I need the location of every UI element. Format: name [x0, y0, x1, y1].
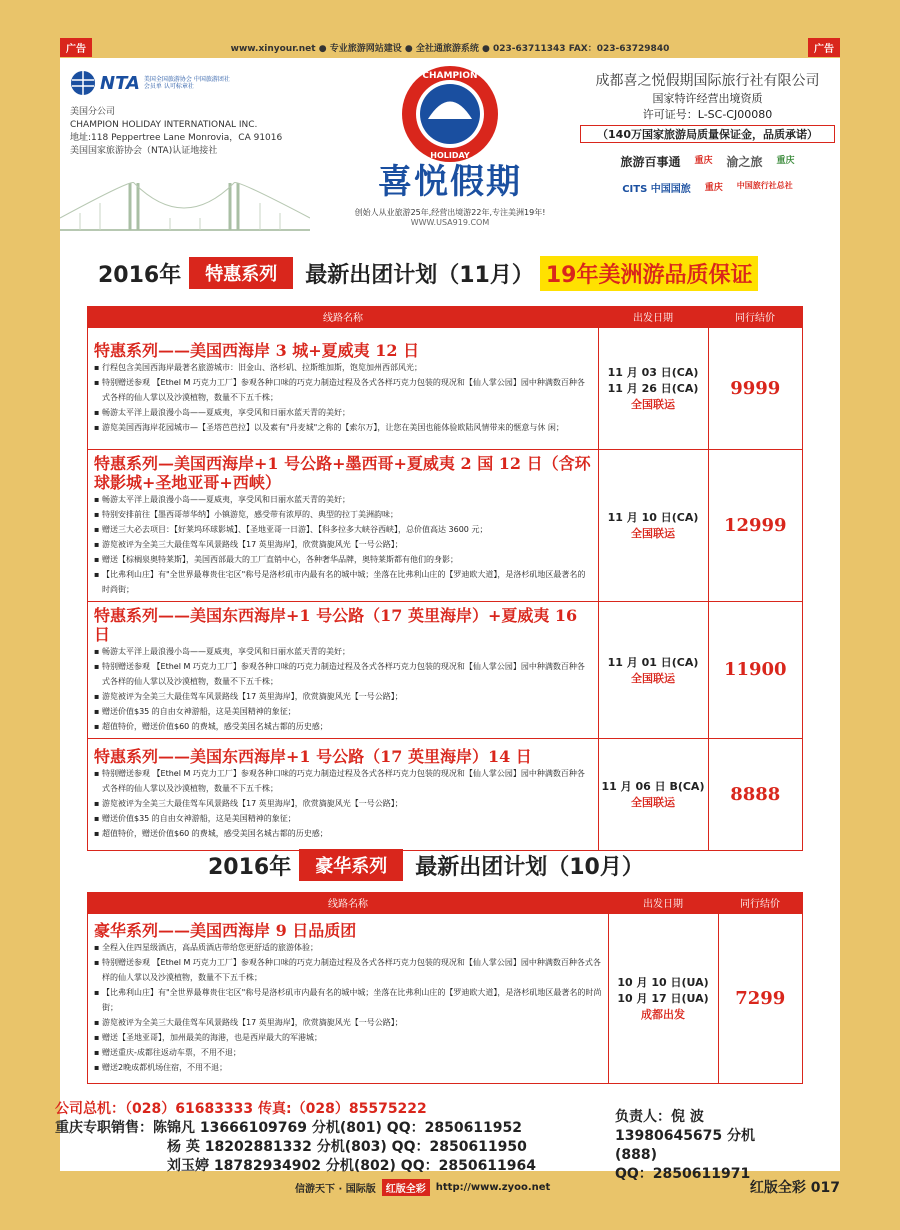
partner-logo: 渝之旅 — [726, 155, 763, 169]
route-item: ▪ 赠送【圣地亚哥】，加州最美的海港，也是西岸最大的军港城； — [94, 1030, 602, 1045]
departure-date: 11 月 06 日 B(CA) — [601, 780, 705, 794]
departure-note: 成都出发 — [641, 1008, 685, 1022]
ad-tag-left: 广告 — [60, 38, 92, 57]
footer-contact — [55, 1100, 775, 1182]
nta-assoc-4: 认可标章社 — [163, 83, 194, 90]
col-date: 出发日期 — [598, 307, 708, 327]
company-license: 许可证号：L-SC-CJ00080 — [642, 108, 773, 121]
champion-holiday-logo — [400, 64, 500, 164]
bottom-slogan: 信游天下 · 国际版 — [295, 1183, 376, 1195]
bottom-bar — [60, 1176, 840, 1198]
sales-line: 重庆专职销售：陈锦凡 13666109769 分机(801) QQ：2850611952 — [55, 1120, 523, 1136]
route-item: ▪ 游览美国西海岸花园城市—【圣塔芭芭拉】以及素有"丹麦城"之称的【索尔万】，让您在美国也能体验欧陆风情带来的惬意与休 闲； — [94, 420, 592, 435]
price: 7299 — [718, 913, 802, 1083]
partner-logo: 重庆 — [704, 183, 723, 193]
route-item: ▪ 【比弗利山庄】有"全世界最尊贵住宅区"称号是洛杉矶市内最有名的城中城；坐落在比弗利山庄的【罗迪欧大道】，是洛杉矶地区最著名的时尚街； — [94, 567, 592, 597]
route-item: ▪ 畅游太平洋上最浪漫小岛——夏威夷，享受风和日丽水蓝天青的美好； — [94, 405, 592, 420]
departure-date: 10 月 17 日(UA) — [617, 992, 709, 1006]
route-item: ▪ 游览被评为全美三大最佳驾车风景路线【17 英里海岸】，欣赏旖旎风光【一号公路】； — [94, 689, 592, 704]
col-route: 线路名称 — [88, 893, 608, 913]
route-item: ▪ 特别赠送参观 【Ethel M 巧克力工厂】参观各种口味的巧克力制造过程及各式各样巧克力包装的现况和【仙人掌公园】园中种满数百种各式各样的仙人掌以及沙漠植物，数量不下五千株； — [94, 766, 592, 796]
route-item: ▪ 赠送重庆-成都往返动车票，不用不退； — [94, 1045, 602, 1060]
route-item: ▪ 赠送三大必去项目：【好莱坞环球影城】、【圣地亚哥一日游】、【科多拉多大峡谷西峡】，总价值高达 3600 元； — [94, 522, 592, 537]
route-table-1 — [87, 306, 803, 851]
nta-line: CHAMPION HOLIDAY INTERNATIONAL INC. — [70, 120, 258, 130]
price: 12999 — [708, 449, 802, 601]
section-year: 2016年 — [208, 854, 292, 880]
price: 8888 — [708, 738, 802, 850]
route-item: ▪ 超值特价，赠送价值$60 的费城，感受美国名城古都的历史感； — [94, 826, 592, 841]
route-item: ▪ 特别安排前往【墨西哥蒂华纳】小镇游览，感受带有浓厚的、典型的拉丁美洲韵味； — [94, 507, 592, 522]
col-price: 同行结价 — [708, 307, 802, 327]
route-title: 特惠系列——美国西海岸 3 城+夏威夷 12 日 — [94, 341, 420, 360]
nta-line: 美国分公司 — [70, 107, 116, 117]
nta-block — [70, 70, 310, 158]
bottom-url[interactable]: http://www.zyoo.net — [435, 1181, 551, 1193]
partner-logo: 重庆 — [776, 156, 795, 166]
route-title: 特惠系列——美国东西海岸+1 号公路（17 英里海岸）+夏威夷 16 日 — [94, 605, 578, 644]
partner-logo: CITS 中国国旅 — [622, 184, 691, 195]
section-header-1 — [98, 250, 758, 296]
route-item: ▪ 【比弗利山庄】有"全世界最尊贵住宅区"称号是洛杉矶市内最有名的城中城；坐落在比弗利山庄的【罗迪欧大道】，是洛杉矶地区最著名的时尚街； — [94, 985, 602, 1015]
company-guarantee: （140万国家旅游局质量保证金，品质承诺） — [580, 125, 835, 143]
company-phone: 公司总机：（028）61683333 传真:（028）85575222 — [55, 1101, 427, 1117]
route-item: ▪ 超值特价，赠送价值$60 的费城，感受美国名城古都的历史感； — [94, 719, 592, 734]
partner-logos — [580, 151, 835, 197]
golden-gate-bridge-image — [60, 178, 310, 238]
table-row[interactable] — [88, 601, 802, 738]
brand-title: 喜悦假期 — [378, 162, 522, 202]
circle-top-text: CHAMPION — [422, 71, 478, 81]
sales-line: 刘玉婷 18782934902 分机(802) QQ：2850611964 — [167, 1158, 537, 1174]
departure-date: 11 月 03 日(CA) — [607, 366, 699, 379]
series-ribbon: 特惠系列 — [189, 257, 293, 289]
route-table-2 — [87, 892, 803, 1084]
ad-bar — [60, 36, 840, 58]
route-item: ▪ 畅游太平洋上最浪漫小岛——夏威夷，享受风和日丽水蓝天青的美好； — [94, 492, 592, 507]
table-row[interactable] — [88, 327, 802, 449]
route-title: 特惠系列—美国西海岸+1 号公路+墨西哥+夏威夷 2 国 12 日（含环球影城+圣地亚哥+西峡） — [94, 453, 591, 492]
company-block — [580, 70, 835, 197]
route-item: ▪ 全程入住四星级酒店，高品质酒店带给您更舒适的旅游体验； — [94, 940, 602, 955]
route-item: ▪ 游览被评为全美三大最佳驾车风景路线【17 英里海岸】，欣赏旖旎风光【一号公路】； — [94, 537, 592, 552]
promo-badge: 19年美洲游品质保证 — [540, 256, 759, 291]
route-item: ▪ 行程包含美国西海岸最著名旅游城市：旧金山、洛杉矶、拉斯维加斯，饱览加州西部风光； — [94, 360, 592, 375]
company-name: 成都喜之悦假期国际旅行社有限公司 — [595, 73, 820, 89]
route-item: ▪ 赠送2晚成都机场住宿，不用不退； — [94, 1060, 602, 1075]
partner-logo: 重庆 — [694, 156, 713, 166]
globe-icon — [70, 70, 96, 96]
route-item: ▪ 游览被评为全美三大最佳驾车风景路线【17 英里海岸】，欣赏旖旎风光【一号公路】； — [94, 1015, 602, 1030]
section-year: 2016年 — [98, 262, 182, 288]
brand-slogan: 创始人从业旅游25年,经营出境游22年,专注美洲19年! — [354, 208, 546, 217]
page-number: 红版全彩 017 — [749, 1180, 840, 1196]
series-ribbon: 豪华系列 — [299, 849, 403, 881]
partner-logo: 旅游百事通 — [620, 155, 681, 169]
departure-note: 全国联运 — [631, 527, 675, 540]
circle-bottom-text: HOLIDAY — [430, 151, 470, 160]
page — [60, 58, 840, 1171]
sales-line: 杨 英 18202881332 分机(803) QQ：2850611950 — [167, 1139, 527, 1155]
brand-block — [350, 58, 550, 227]
departure-date: 10 月 10 日(UA) — [617, 976, 709, 990]
price: 11900 — [708, 601, 802, 738]
table-row[interactable] — [88, 738, 802, 850]
route-item: ▪ 特别赠送参观 【Ethel M 巧克力工厂】参观各种口味的巧克力制造过程及各式各样巧克力包装的现况和【仙人掌公园】园中种满数百种各式各样的仙人掌以及沙漠植物，数量不下五千株； — [94, 955, 602, 985]
manager-name: 负责人：倪 波 — [615, 1109, 704, 1125]
section-title: 最新出团计划（10月） — [415, 854, 644, 880]
route-item: ▪ 赠送【棕榈泉奥特莱斯】，美国西部最大的工厂直销中心，各种奢华品牌，奥特莱斯都有他们的身影； — [94, 552, 592, 567]
partner-logo: 中国旅行社总社 — [736, 181, 793, 190]
bottom-tag: 红版全彩 — [382, 1179, 430, 1196]
departure-note: 全国联运 — [631, 796, 675, 810]
nta-line: 美国国家旅游协会（NTA)认证地接社 — [70, 146, 218, 156]
route-title: 特惠系列——美国东西海岸+1 号公路（17 英里海岸）14 日 — [94, 747, 532, 767]
route-item: ▪ 赠送价值$35 的自由女神游船，这是美国精神的象征； — [94, 704, 592, 719]
price: 9999 — [708, 327, 802, 449]
departure-note: 全国联运 — [631, 398, 675, 411]
route-item: ▪ 游览被评为全美三大最佳驾车风景路线【17 英里海岸】，欣赏旖旎风光【一号公路】； — [94, 796, 592, 811]
departure-date: 11 月 01 日(CA) — [607, 655, 699, 669]
route-item: ▪ 赠送价值$35 的自由女神游船，这是美国精神的象征； — [94, 811, 592, 826]
nta-assoc-2: 中国旅游团社 — [193, 76, 230, 83]
departure-date: 11 月 26 日(CA) — [607, 382, 699, 395]
route-title: 豪华系列——美国西海岸 9 日品质团 — [94, 921, 357, 941]
col-route: 线路名称 — [88, 307, 598, 327]
brand-url[interactable]: WWW.USA919.COM — [410, 218, 490, 227]
nta-line: 地址:118 Peppertree Lane Monrovia，CA 91016 — [70, 133, 283, 143]
col-date: 出发日期 — [608, 893, 718, 913]
route-item: ▪ 特别赠送参观 【Ethel M 巧克力工厂】参观各种口味的巧克力制造过程及各式各样巧克力包装的现况和【仙人掌公园】园中种满数百种各式各样的仙人掌以及沙漠植物，数量不下五千株； — [94, 659, 592, 689]
table-row[interactable] — [88, 913, 802, 1083]
col-price: 同行结价 — [718, 893, 802, 913]
manager-block — [615, 1108, 795, 1184]
manager-phone: 13980645675 分机(888) — [615, 1128, 756, 1163]
ad-tag-right: 广告 — [808, 38, 840, 57]
company-qual: 国家特许经营出境资质 — [652, 92, 763, 105]
section-title: 最新出团计划（11月） — [305, 262, 534, 288]
manager-qq: QQ：2850611971 — [615, 1166, 751, 1182]
nta-assoc-1: 美国全国旅游协会 — [143, 76, 192, 83]
header — [60, 58, 840, 243]
route-item: ▪ 畅游太平洋上最浪漫小岛——夏威夷，享受风和日丽水蓝天青的美好； — [94, 644, 592, 659]
route-item: ▪ 特别赠送参观 【Ethel M 巧克力工厂】参观各种口味的巧克力制造过程及各式各样巧克力包装的现况和【仙人掌公园】园中种满数百种各式各样的仙人掌以及沙漠植物，数量不下五千株； — [94, 375, 592, 405]
ad-contact: www.xinyour.net ● 专业旅游网站建设 ● 全社通旅游系统 ● 023-63711343 FAX：023-63729840 — [230, 43, 670, 54]
departure-note: 全国联运 — [631, 671, 675, 685]
nta-logo-text: NTA — [100, 72, 140, 94]
nta-assoc-3: 会员单 — [143, 83, 162, 90]
nta-logo — [70, 70, 310, 96]
departure-date: 11 月 10 日(CA) — [607, 511, 699, 524]
table-row[interactable] — [88, 449, 802, 601]
section-header-2 — [208, 842, 644, 888]
